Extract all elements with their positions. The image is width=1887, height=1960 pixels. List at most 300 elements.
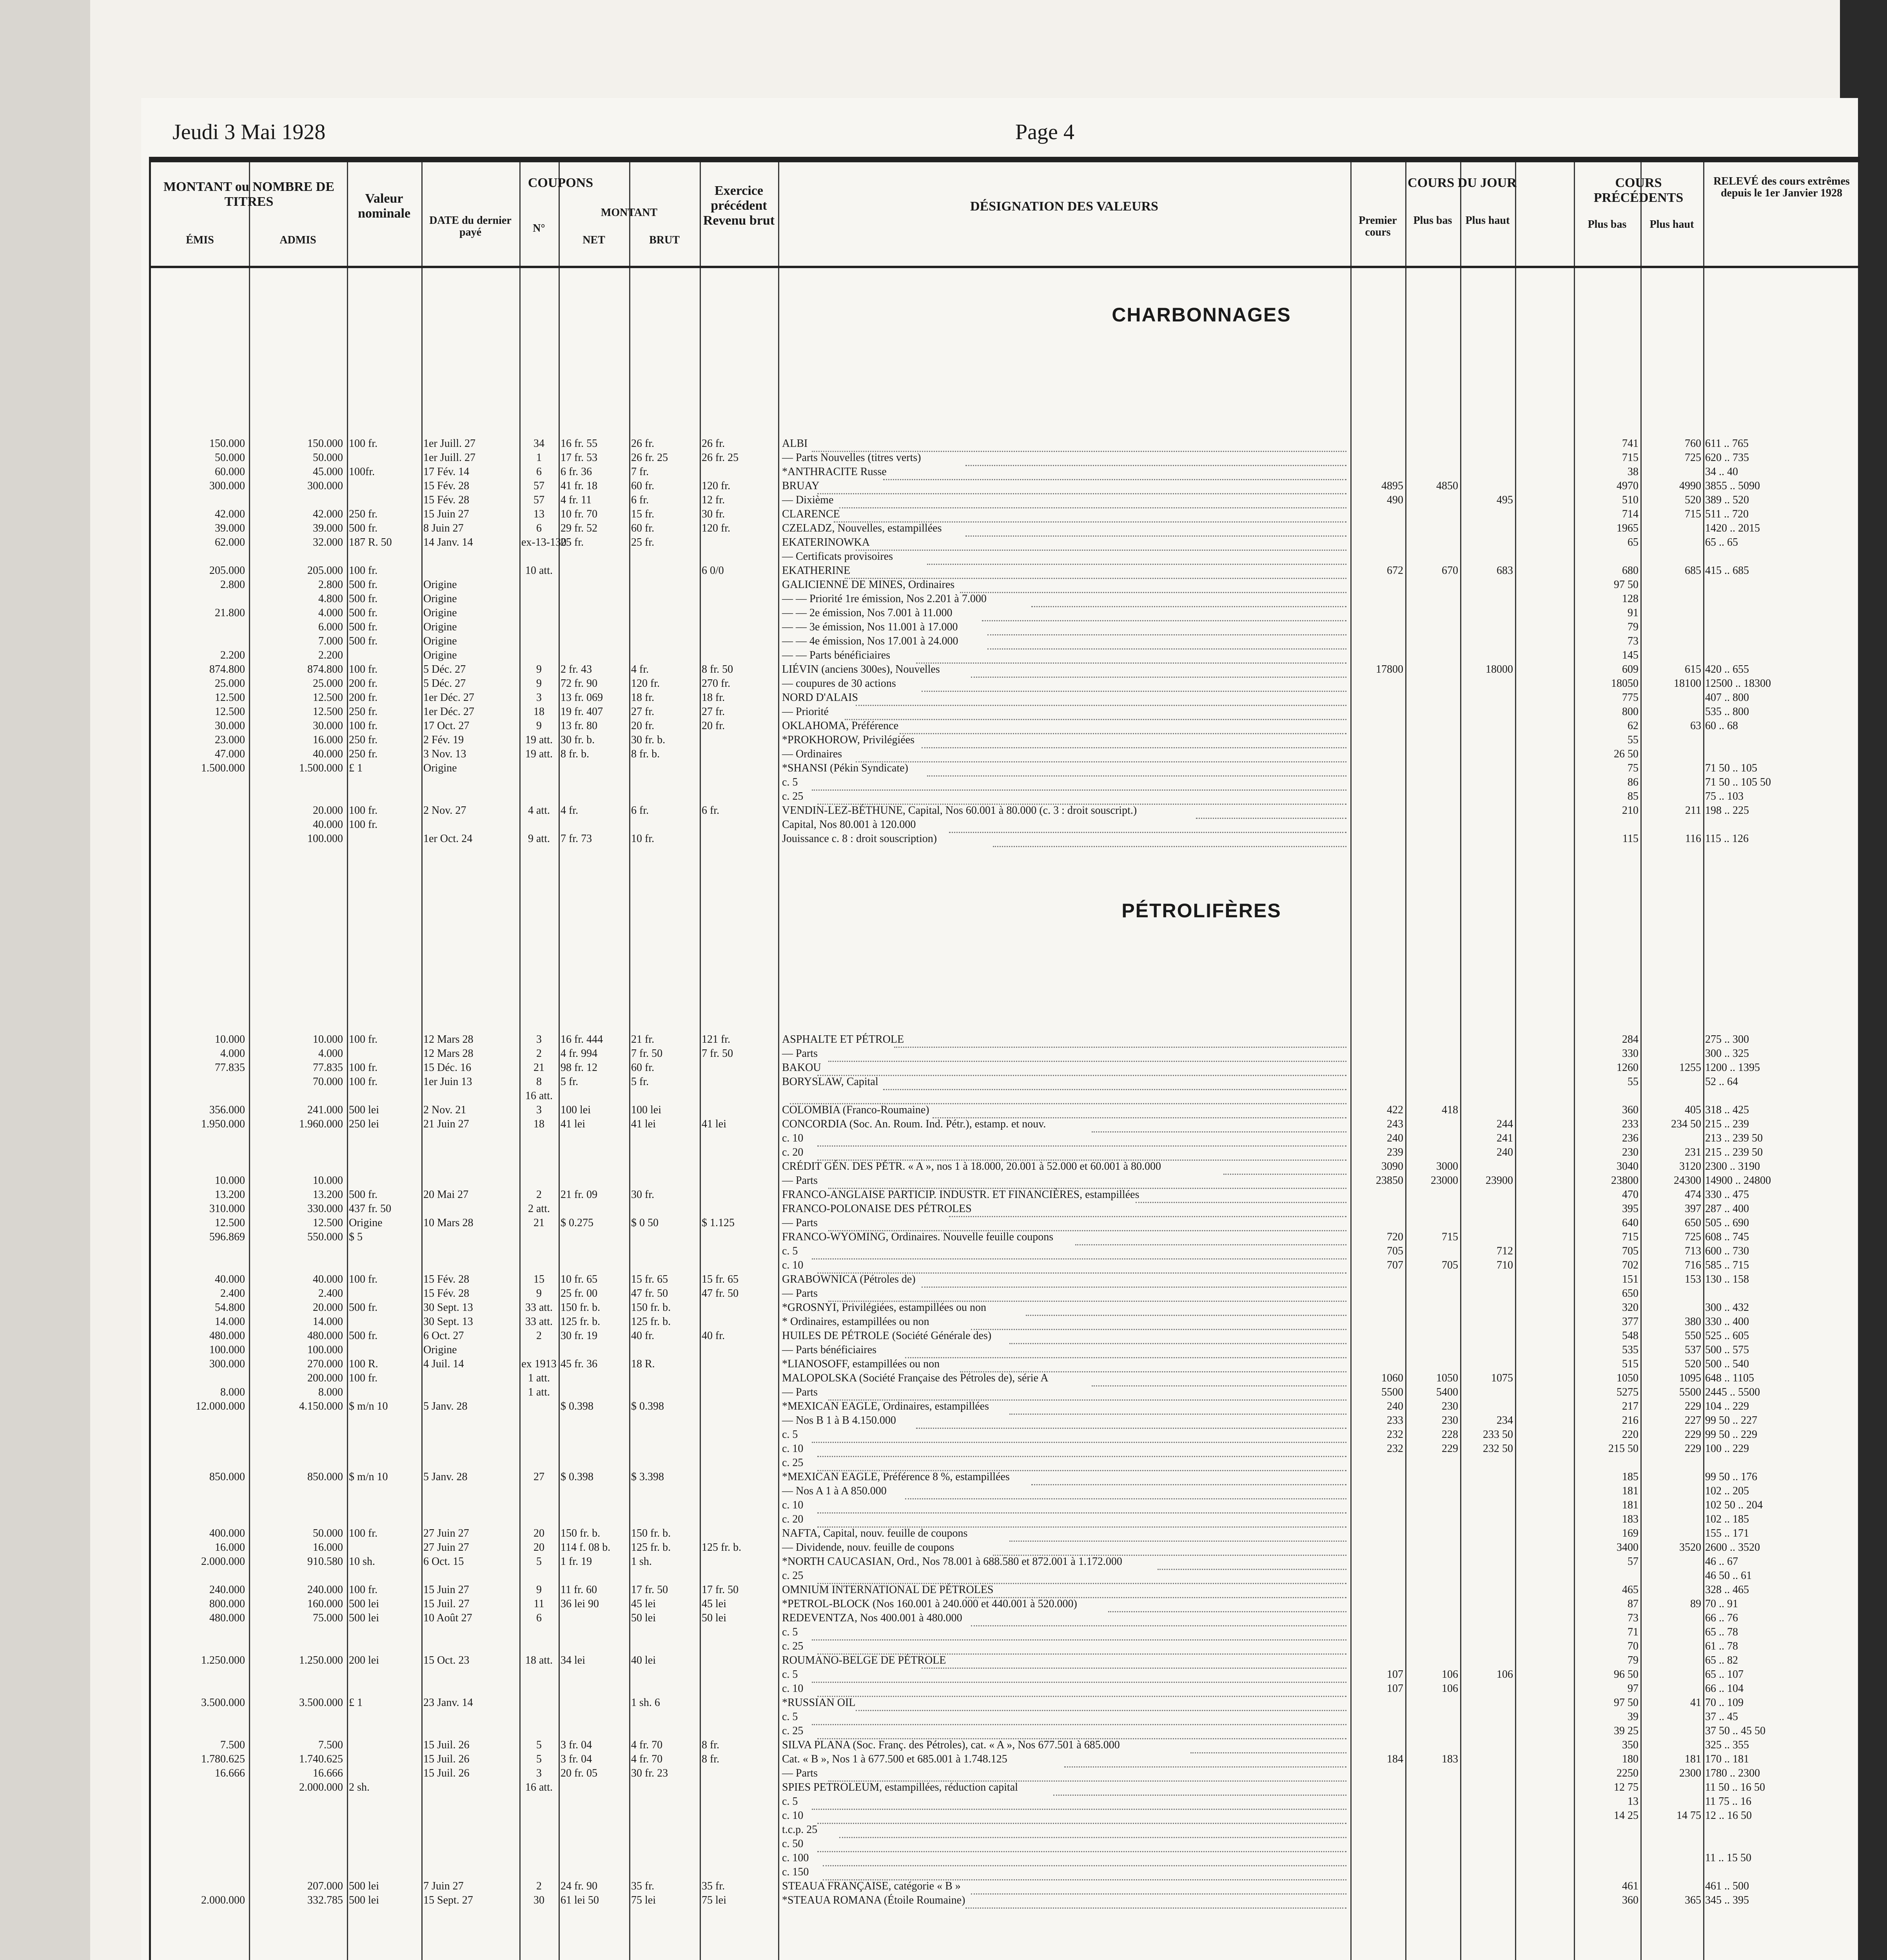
leader-dots [1026,1301,1346,1316]
cell-date: 10 Mars 28 [423,1217,474,1229]
cell-des: — Ordinaires [782,748,842,760]
cell-premier: 4895 [1381,480,1403,492]
cell-rel: 130 .. 158 [1705,1273,1749,1285]
cell-admis: 13.200 [313,1189,343,1201]
cell-des: *ANTHRACITE Russe [782,466,887,478]
cell-pb: 151 [1622,1273,1638,1285]
cell-brut: 75 lei [631,1894,656,1906]
cell-brut: 15 fr. [631,508,655,520]
cell-brut: 125 fr. b. [631,1541,671,1553]
cell-ph: 716 [1685,1259,1701,1271]
cell-rel: 1780 .. 2300 [1705,1767,1760,1779]
cell-exer: 12 fr. [702,494,725,506]
cell-date: 15 Juil. 27 [423,1598,470,1610]
cell-brut: $ 0.398 [631,1400,664,1412]
cell-rel: 104 .. 229 [1705,1400,1749,1412]
cell-val: 100 fr. [349,564,378,577]
cell-admis: 75.000 [313,1612,343,1624]
cell-rel: 60 .. 68 [1705,720,1738,732]
cell-pb: 395 [1622,1203,1638,1215]
quotation-row [151,479,1860,493]
quotation-row [151,662,1860,677]
cell-ph: 405 [1685,1104,1701,1116]
cell-brut: 60 fr. [631,522,655,534]
leader-dots [839,493,1346,508]
cell-des: FRANCO-WYOMING, Ordinaires. Nouvelle feuille coupons [782,1231,1054,1243]
cell-bas: 5400 [1436,1386,1458,1398]
cell-date: 27 Juin 27 [423,1527,469,1539]
cell-rel: 608 .. 745 [1705,1231,1749,1243]
cell-pb: 65 [1628,536,1638,548]
cell-rel: 325 .. 355 [1705,1739,1749,1751]
cell-premier: 107 [1387,1668,1403,1681]
cell-brut: 4 fr. 70 [631,1739,663,1751]
cell-emis: 54.800 [215,1301,245,1314]
cell-des: c. 25 [782,790,804,802]
cell-rel: 155 .. 171 [1705,1527,1749,1539]
cell-pb: 79 [1628,1654,1638,1666]
cell-pb: 680 [1622,564,1638,577]
cell-pb: 39 [1628,1711,1638,1723]
cell-admis: 205.000 [307,564,343,577]
cell-admis: 4.150.000 [299,1400,343,1412]
cell-rel: 61 .. 78 [1705,1640,1738,1652]
quotation-row [151,634,1860,648]
leader-dots [933,1103,1346,1118]
cell-val: 250 fr. [349,748,378,760]
cell-pb: 57 [1628,1555,1638,1568]
leader-dots [1092,1117,1346,1132]
cell-admis: 241.000 [307,1104,343,1116]
leader-dots [1053,1780,1346,1796]
cell-des: *SHANSI (Pékin Syndicate) [782,762,908,774]
cell-emis: 2.200 [220,649,245,661]
cell-val: $ m/n 10 [349,1400,388,1412]
quotation-row [151,1710,1860,1724]
header-premier: Premier cours [1359,214,1397,238]
cell-ph: 520 [1685,494,1701,506]
cell-admis: 270.000 [307,1358,343,1370]
leader-dots [1158,1555,1346,1570]
quotation-row [151,761,1860,775]
quotation-row [151,1752,1860,1766]
cell-admis: 1.500.000 [299,762,343,774]
cell-des: *PETROL-BLOCK (Nos 160.001 à 240.000 et 440.001 à 520.000) [782,1598,1077,1610]
quotation-row [151,1188,1860,1202]
quotation-row [151,1682,1860,1696]
cell-admis: 8.000 [318,1386,343,1398]
leader-dots [1009,1329,1346,1344]
cell-no: 3 [536,691,542,704]
leader-dots [987,620,1346,635]
cell-emis: 310.000 [209,1203,245,1215]
cell-rel: 70 .. 109 [1705,1697,1744,1709]
cell-pb: 714 [1622,508,1638,520]
cell-pb: 640 [1622,1217,1638,1229]
cell-admis: 16.000 [313,734,343,746]
cell-net: 72 fr. 90 [561,677,598,690]
cell-ph: 4990 [1679,480,1701,492]
cell-des: *MEXICAN EAGLE, Préférence 8 %, estampillées [782,1471,1010,1483]
cell-emis: 3.500.000 [201,1697,245,1709]
cell-val: 100 fr. [349,1062,378,1074]
quotation-row [151,1668,1860,1682]
cell-brut: 35 fr. [631,1880,655,1892]
cell-brut: 100 lei [631,1104,661,1116]
cell-net: 30 fr. b. [561,734,595,746]
cell-rel: 71 50 .. 105 [1705,762,1757,774]
quotation-row [151,1809,1860,1823]
quotation-row [151,1230,1860,1244]
cell-exer: 27 fr. [702,706,725,718]
cell-brut: 150 fr. b. [631,1301,671,1314]
cell-val: 250 fr. [349,706,378,718]
cell-emis: 100.000 [209,1344,245,1356]
leader-dots [1009,1399,1346,1415]
cell-rel: 330 .. 400 [1705,1316,1749,1328]
cell-rel: 65 .. 82 [1705,1654,1738,1666]
cell-exer: 15 fr. 65 [702,1273,739,1285]
running-head [172,120,1858,155]
cell-date: 5 Janv. 28 [423,1471,468,1483]
cell-pb: 71 [1628,1626,1638,1638]
cell-net: 3 fr. 04 [561,1739,592,1751]
cell-emis: 21.800 [215,607,245,619]
cell-admis: 1.960.000 [299,1118,343,1130]
cell-rel: 37 50 .. 45 50 [1705,1725,1765,1737]
cell-brut: 125 fr. b. [631,1316,671,1328]
leader-dots [927,761,1346,777]
cell-haut: 495 [1497,494,1513,506]
cell-des: — — Parts bénéficiaires [782,649,891,661]
header-plus-bas: Plus bas [1413,214,1452,227]
cell-no: 10 att. [525,564,553,577]
cell-bas: 705 [1442,1259,1458,1271]
cell-brut: 26 fr. [631,437,655,450]
cell-date: 15 Oct. 23 [423,1654,470,1666]
cell-val: 2 sh. [349,1781,370,1793]
cell-val: 200 fr. [349,677,378,690]
scan-edge-left [0,0,90,1960]
header-plus-haut: Plus haut [1465,214,1510,227]
cell-val: 100 fr. [349,1527,378,1539]
quotation-row [151,620,1860,634]
cell-admis: 12.500 [313,706,343,718]
cell-ph: 1255 [1679,1062,1701,1074]
cell-admis: 7.500 [318,1739,343,1751]
cell-val: 100fr. [349,466,375,478]
cell-des: FRANCO-ANGLAISE PARTICIP. INDUSTR. ET FINANCIÈRES, estampillées [782,1189,1139,1201]
cell-bas: 230 [1442,1400,1458,1412]
cell-exer: 8 fr. [702,1753,720,1765]
cell-admis: 300.000 [307,480,343,492]
quotation-row [151,1639,1860,1653]
cell-net: 25 fr. 00 [561,1287,598,1299]
cell-brut: 20 fr. [631,720,655,732]
leader-dots [790,1089,1346,1104]
cell-rel: 330 .. 475 [1705,1189,1749,1201]
cell-bas: 106 [1442,1682,1458,1695]
cell-date: 23 Janv. 14 [423,1697,473,1709]
cell-no: 2 [536,1880,542,1892]
cell-admis: 100.000 [307,833,343,845]
cell-premier: 17800 [1376,663,1403,675]
quotation-row [151,1611,1860,1625]
cell-ph: 365 [1685,1894,1701,1906]
cell-rel: 525 .. 605 [1705,1330,1749,1342]
cell-emis: 596.869 [209,1231,245,1243]
quotation-row [151,1244,1860,1258]
cell-admis: 50.000 [313,452,343,464]
cell-des: — Parts [782,1767,818,1779]
cell-admis: 16.000 [313,1541,343,1553]
cell-rel: 46 50 .. 61 [1705,1570,1752,1582]
cell-brut: 1 sh. [631,1555,652,1568]
cell-des: c. 5 [782,1245,798,1257]
cell-pb: 470 [1622,1189,1638,1201]
cell-ph: 615 [1685,663,1701,675]
cell-emis: 39.000 [215,522,245,534]
quotation-row [151,1061,1860,1075]
cell-val: 500 lei [349,1894,379,1906]
cell-date: 1er Juin 13 [423,1076,472,1088]
cell-val: 500 lei [349,1612,379,1624]
quotation-row [151,832,1860,846]
cell-net: 11 fr. 60 [561,1584,597,1596]
cell-emis: 240.000 [209,1584,245,1596]
cell-premier: 23850 [1376,1174,1403,1187]
cell-premier: 705 [1387,1245,1403,1257]
cell-des: — Priorité [782,706,829,718]
quotation-row [151,789,1860,804]
cell-brut: 1 sh. 6 [631,1697,660,1709]
cell-des: c. 10 [782,1132,804,1144]
cell-date: Origine [423,1344,457,1356]
cell-rel: 99 50 .. 227 [1705,1414,1757,1426]
cell-brut: 30 fr. 23 [631,1767,668,1779]
leader-dots [817,1837,1346,1852]
header-emis: ÉMIS [186,234,214,246]
cell-pb: 73 [1628,635,1638,647]
cell-exer: 17 fr. 50 [702,1584,739,1596]
cell-date: 4 Juil. 14 [423,1358,464,1370]
quotation-row [151,1442,1860,1456]
cell-pb: 18050 [1611,677,1638,690]
leader-dots [883,1075,1346,1090]
cell-net: $ 0.398 [561,1400,593,1412]
cell-exer: 6 0/0 [702,564,724,577]
cell-brut: $ 0 50 [631,1217,659,1229]
cell-des: BRUAY [782,480,820,492]
cell-admis: 32.000 [313,536,343,548]
cell-rel: 648 .. 1105 [1705,1372,1754,1384]
issue-date: Jeudi 3 Mai 1928 [172,120,326,144]
cell-rel: 300 .. 432 [1705,1301,1749,1314]
cell-pb: 39 25 [1614,1725,1638,1737]
leader-dots [1223,1160,1346,1175]
quotation-row [151,564,1860,578]
leader-dots [817,1639,1346,1655]
cell-date: Origine [423,621,457,633]
cell-des: c. 10 [782,1682,804,1695]
cell-pb: 75 [1628,762,1638,774]
cell-exer: 120 fr. [702,480,731,492]
cell-haut: 234 [1497,1414,1513,1426]
header-prec-bas: Plus bas [1588,218,1627,230]
cell-date: 3 Nov. 13 [423,748,466,760]
cell-pb: 97 [1628,1682,1638,1695]
cell-des: STEAUA FRANÇAISE, catégorie « B » [782,1880,961,1892]
quotation-row [151,1258,1860,1272]
cell-des: c. 25 [782,1570,804,1582]
cell-pb: 609 [1622,663,1638,675]
cell-admis: 150.000 [307,437,343,450]
cell-premier: 720 [1387,1231,1403,1243]
cell-des: Cat. « B », Nos 1 à 677.500 et 685.001 à 1.748.125 [782,1753,1007,1765]
cell-val: $ m/n 10 [349,1471,388,1483]
cell-des: c. 50 [782,1838,804,1850]
leader-dots [922,733,1346,748]
cell-val: 100 fr. [349,1076,378,1088]
cell-admis: 480.000 [307,1330,343,1342]
quotation-row [151,1103,1860,1117]
cell-no: ex 1913 [521,1358,557,1370]
cell-admis: 332.785 [307,1894,343,1906]
leader-dots [883,465,1346,480]
leader-dots [812,1710,1346,1725]
cell-brut: 50 lei [631,1612,656,1624]
cell-net: 29 fr. 52 [561,522,598,534]
cell-date: 15 Fév. 28 [423,480,470,492]
leader-dots [828,1766,1346,1782]
cell-rel: 14900 .. 24800 [1705,1174,1771,1187]
cell-des: c. 5 [782,1428,798,1441]
cell-ph: 18100 [1674,677,1701,690]
cell-admis: 10.000 [313,1174,343,1187]
leader-dots [812,1625,1346,1641]
cell-premier: 232 [1387,1443,1403,1455]
cell-rel: 170 .. 181 [1705,1753,1749,1765]
cell-net: 5 fr. [561,1076,579,1088]
quotation-row [151,1202,1860,1216]
cell-premier: 233 [1387,1414,1403,1426]
leader-dots [817,479,1346,494]
cell-rel: 1200 .. 1395 [1705,1062,1760,1074]
cell-pb: 70 [1628,1640,1638,1652]
cell-pb: 715 [1622,1231,1638,1243]
quotation-row [151,535,1860,550]
quotation-row [151,493,1860,507]
cell-date: 27 Juin 27 [423,1541,469,1553]
quotation-row [151,578,1860,592]
cell-date: Origine [423,607,457,619]
cell-date: 15 Fév. 28 [423,1273,470,1285]
leader-dots [916,648,1346,664]
cell-rel: 389 .. 520 [1705,494,1749,506]
cell-pb: 284 [1622,1033,1638,1045]
cell-emis: 2.000.000 [201,1894,245,1906]
leader-dots [971,1611,1346,1626]
cell-net: 45 fr. 36 [561,1358,598,1370]
cell-admis: 12.500 [313,691,343,704]
cell-net: 150 fr. b. [561,1527,601,1539]
cell-emis: 16.666 [215,1767,245,1779]
cell-rel: 12500 .. 18300 [1705,677,1771,690]
cell-haut: 232 50 [1483,1443,1513,1455]
cell-date: 30 Sept. 13 [423,1301,473,1314]
quotation-row [151,1117,1860,1131]
leader-dots [817,1145,1346,1161]
header-no: N° [533,222,545,234]
cell-bas: 4850 [1436,480,1458,492]
header-net: NET [582,234,605,246]
cell-pb: 800 [1622,706,1638,718]
cell-no: 19 att. [525,748,553,760]
cell-admis: 2.800 [318,579,343,591]
cell-rel: 12 .. 16 50 [1705,1809,1752,1822]
cell-ph: 3120 [1679,1160,1701,1172]
cell-premier: 490 [1387,494,1403,506]
cell-des: REDEVENTZA, Nos 400.001 à 480.000 [782,1612,962,1624]
cell-no: 20 [533,1541,544,1553]
section-title: PÉTROLIFÈRES [1121,900,1281,922]
cell-des: VENDIN-LEZ-BÉTHUNE, Capital, Nos 60.001 à 80.000 (c. 3 : droit souscript.) [782,804,1137,817]
cell-net: 3 fr. 04 [561,1753,592,1765]
cell-rel: 213 .. 239 50 [1705,1132,1763,1144]
quotation-row [151,550,1860,564]
cell-ph: 5500 [1679,1386,1701,1398]
cell-des: c. 10 [782,1259,804,1271]
cell-date: 5 Janv. 28 [423,1400,468,1412]
cell-brut: 47 fr. 50 [631,1287,668,1299]
cell-pb: 14 25 [1614,1809,1638,1822]
cell-admis: 10.000 [313,1033,343,1045]
leader-dots [1031,592,1346,607]
cell-pb: 86 [1628,776,1638,788]
cell-ph: 520 [1685,1358,1701,1370]
leader-dots [905,1484,1346,1499]
cell-rel: 215 .. 239 50 [1705,1146,1763,1158]
cell-des: c. 5 [782,776,798,788]
cell-haut: 18000 [1486,663,1513,675]
cell-rel: 1420 .. 2015 [1705,522,1760,534]
cell-date: 15 Juil. 26 [423,1739,470,1751]
leader-dots [834,507,1346,523]
quotation-table [149,157,1860,1960]
cell-rel: 287 .. 400 [1705,1203,1749,1215]
cell-des: *NORTH CAUCASIAN, Ord., Nos 78.001 à 688.580 et 872.001 à 1.172.000 [782,1555,1122,1568]
cell-no: 11 [533,1598,544,1610]
cell-date: 15 Juin 27 [423,1584,469,1596]
cell-pb: 210 [1622,804,1638,817]
cell-exer: 6 fr. [702,804,720,817]
leader-dots [965,451,1346,466]
cell-des: — Parts bénéficiaires [782,1344,877,1356]
cell-admis: 1.740.625 [299,1753,343,1765]
leader-dots [1196,804,1346,819]
leader-dots [828,1216,1346,1231]
cell-emis: 800.000 [209,1598,245,1610]
quotation-row [151,648,1860,662]
cell-no: 27 [533,1471,544,1483]
cell-rel: 34 .. 40 [1705,466,1738,478]
leader-dots [922,1653,1346,1669]
cell-net: 6 fr. 36 [561,466,592,478]
cell-emis: 1.250.000 [201,1654,245,1666]
quotation-row [151,1371,1860,1385]
cell-des: *RUSSIAN OIL [782,1697,856,1709]
cell-rel: 102 .. 185 [1705,1513,1749,1525]
